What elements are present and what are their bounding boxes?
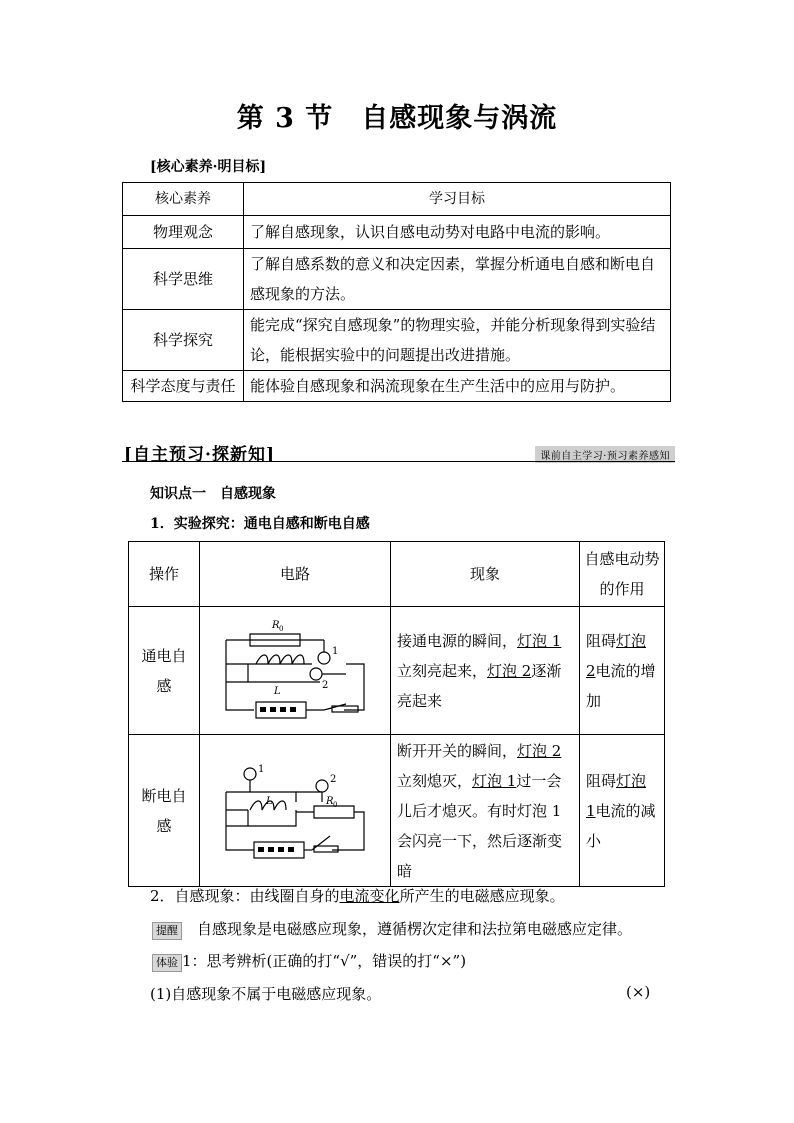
goals-header: [核心素养·明目标]: [150, 159, 267, 175]
effect-cell: [580, 735, 665, 887]
goal-value: 能完成“探究自感现象”的物理实验，并能分析现象得到实验结论，能根据实验中的问题提出改进措施。: [244, 310, 671, 371]
r0-sub-label: 0: [279, 624, 284, 633]
goal-key: 科学态度与责任: [123, 371, 244, 402]
lamp1-label: 1: [332, 645, 339, 657]
tip-note: [152, 918, 632, 940]
effect-text: 阻碍: [586, 771, 617, 790]
phenomenon-cell: [391, 607, 580, 735]
question-1: (1)自感现象不属于电磁感应现象。: [150, 985, 382, 1003]
experience-label: 体验: [152, 954, 182, 972]
effect-text: 电流的减小: [586, 801, 656, 850]
definition-text: 2．自感现象：由线圈自身的: [150, 887, 340, 905]
page-title: 第 3 节 自感现象与涡流: [236, 103, 558, 134]
section-divider: [122, 461, 675, 462]
lamp2-label: 2: [322, 679, 329, 691]
phenomenon-text: 立刻亮起来，: [397, 661, 488, 680]
experiment-table: [128, 541, 665, 887]
goals-header-row: [123, 183, 671, 216]
phenomenon-lamp: 灯泡 1: [517, 631, 562, 650]
effect-text: 电流的增加: [586, 661, 656, 710]
experiment-col-header: 现象: [391, 542, 580, 607]
knowledge-point-heading: 知识点一 自感现象: [150, 486, 276, 502]
table-row: [129, 607, 665, 735]
goal-key: 物理观念: [123, 216, 244, 249]
phenomenon-lamp: 灯泡 2: [517, 741, 562, 760]
r0-label: R: [272, 619, 280, 631]
goal-value: 能体验自感现象和涡流现象在生产生活中的应用与防护。: [244, 371, 671, 402]
phenomenon-lamp: 灯泡 1: [472, 771, 517, 790]
circuit-off-svg: [220, 752, 370, 860]
tip-label: 提醒: [152, 922, 182, 940]
tip-text: 自感现象是电磁感应现象，遵循楞次定律和法拉第电磁感应定律。: [197, 920, 633, 938]
r0-label: R: [326, 795, 334, 807]
effect-lamp: 灯泡 1: [586, 771, 647, 820]
operation-cell: 断电自感: [129, 735, 200, 887]
operation-cell: 通电自感: [129, 607, 200, 735]
circuit-diagram-off: [200, 735, 391, 887]
table-row: [123, 371, 671, 402]
goals-col-header: 学习目标: [244, 183, 671, 216]
circuit-diagram-on: [200, 607, 391, 735]
section-band-title: [自主预习·探新知]: [124, 445, 276, 465]
experiment-header-row: [129, 542, 665, 607]
goal-key: 科学思维: [123, 249, 244, 310]
table-row: [129, 735, 665, 887]
section-band: [122, 440, 675, 465]
coil-label: L: [274, 685, 281, 697]
question-1-answer: (×): [626, 983, 651, 1001]
phenomenon-text: 断开开关的瞬间，: [397, 741, 518, 760]
effect-cell: [580, 607, 665, 735]
circuit-on-svg: [220, 612, 370, 720]
definition-text: 所产生的电磁感应现象。: [399, 887, 565, 905]
effect-lamp: 灯泡 2: [586, 631, 647, 680]
table-row: [123, 216, 671, 249]
phenomenon-lamp: 灯泡 2: [487, 661, 532, 680]
lamp2-label: 2: [330, 773, 337, 785]
experience-text: 1：思考辨析(正确的打“√”，错误的打“×”): [182, 952, 467, 970]
experiment-col-header: 电路: [200, 542, 391, 607]
goal-value: 了解自感现象，认识自感电动势对电路中电流的影响。: [244, 216, 671, 249]
goal-key: 科学探究: [123, 310, 244, 371]
experiment-col-header: 操作: [129, 542, 200, 607]
goals-col-header: 核心素养: [123, 183, 244, 216]
experiment-col-header: 自感电动势的作用: [580, 542, 665, 607]
experience-note: [152, 950, 466, 972]
table-row: [123, 249, 671, 310]
table-row: [123, 310, 671, 371]
phenomenon-text: 逐渐亮起来: [397, 661, 562, 710]
r0-sub-label: 0: [333, 800, 338, 809]
goals-table: [122, 182, 671, 402]
phenomenon-text: 过一会儿后才熄灭。有时灯泡 1 会闪亮一下，然后逐渐变暗: [397, 771, 563, 880]
section-band-tag: 课前自主学习·预习素养感知: [535, 446, 675, 463]
lamp1-label: 1: [258, 763, 265, 775]
self-induction-definition: [150, 885, 565, 906]
definition-keyword: 电流变化: [339, 887, 400, 905]
phenomenon-text: 接通电源的瞬间，: [397, 631, 518, 650]
coil-label: L: [266, 795, 273, 807]
phenomenon-text: 立刻熄灭，: [397, 771, 473, 790]
subheading-experiment: 1．实验探究：通电自感和断电自感: [150, 516, 370, 532]
goal-value: 了解自感系数的意义和决定因素，掌握分析通电自感和断电自感现象的方法。: [244, 249, 671, 310]
effect-text: 阻碍: [586, 631, 617, 650]
phenomenon-cell: [391, 735, 580, 887]
